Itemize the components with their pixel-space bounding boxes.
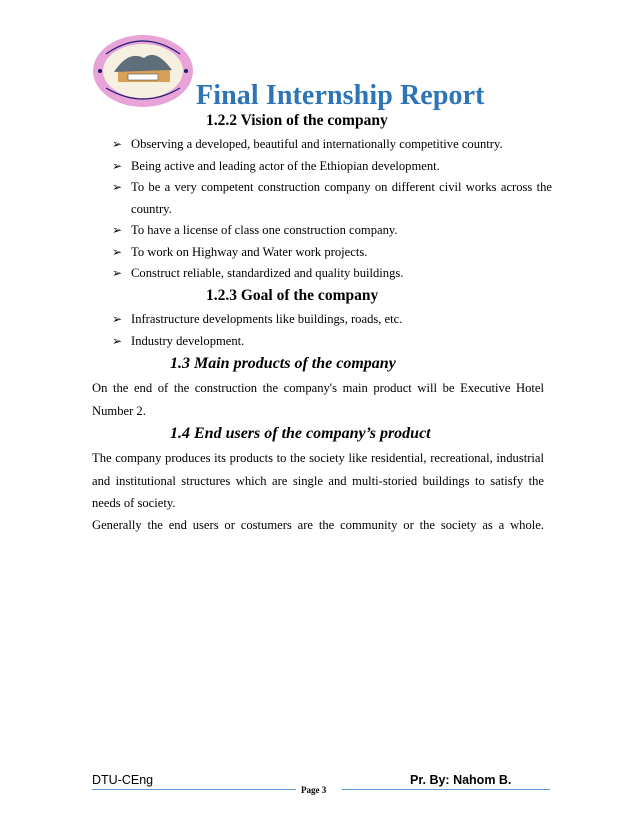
- footer-department: DTU-CEng: [92, 773, 154, 787]
- products-paragraph: On the end of the construction the company's main product will be Executive Hotel Number 2.: [92, 381, 544, 418]
- report-title: Final Internship Report: [196, 80, 485, 111]
- list-item: ➢ Being active and leading actor of the Ethiopian development.: [112, 156, 552, 178]
- goal-list: [112, 309, 552, 352]
- arrow-bullet-icon: ➢: [112, 180, 123, 194]
- end-users-paragraph: The company produces its products to the society like residential, recreational, industrial and institutional structures which are single and multi-storied buildings to satisfy the needs of society.: [92, 451, 544, 510]
- list-item: ➢ To work on Highway and Water work projects.: [112, 242, 552, 264]
- vision-list: [112, 134, 552, 285]
- goal-heading: 1.2.3 Goal of the company: [206, 287, 379, 304]
- arrow-bullet-icon: ➢: [112, 266, 123, 280]
- list-item: ➢ Infrastructure developments like buildings, roads, etc.: [112, 309, 552, 331]
- end-users-heading: 1.4 End users of the company’s product: [170, 425, 431, 442]
- footer-divider: [92, 789, 296, 790]
- footer-divider: [342, 789, 550, 790]
- arrow-bullet-icon: ➢: [112, 158, 123, 173]
- products-heading: 1.3 Main products of the company: [170, 355, 396, 372]
- arrow-bullet-icon: ➢: [112, 244, 123, 259]
- arrow-bullet-icon: ➢: [112, 223, 123, 237]
- list-item: ➢ Industry development.: [112, 331, 552, 353]
- list-item: ➢ Observing a developed, beautiful and internationally competitive country.: [112, 134, 552, 156]
- arrow-bullet-icon: ➢: [112, 312, 123, 326]
- footer-author: Pr. By: Nahom B.: [410, 773, 512, 787]
- arrow-bullet-icon: ➢: [112, 137, 123, 151]
- arrow-bullet-icon: ➢: [112, 333, 123, 348]
- list-item: ➢ Construct reliable, standardized and quality buildings.: [112, 263, 552, 285]
- list-item: ➢ To have a license of class one construction company.: [112, 220, 552, 242]
- vision-heading: 1.2.2 Vision of the company: [206, 112, 388, 129]
- university-logo: [92, 34, 194, 108]
- end-users-summary: Generally the end users or costumers are the community or the society as a whole.: [92, 518, 544, 532]
- list-item: ➢ To be a very competent construction company on different civil works across the country.: [112, 177, 552, 220]
- page-number: Page 3: [301, 785, 327, 795]
